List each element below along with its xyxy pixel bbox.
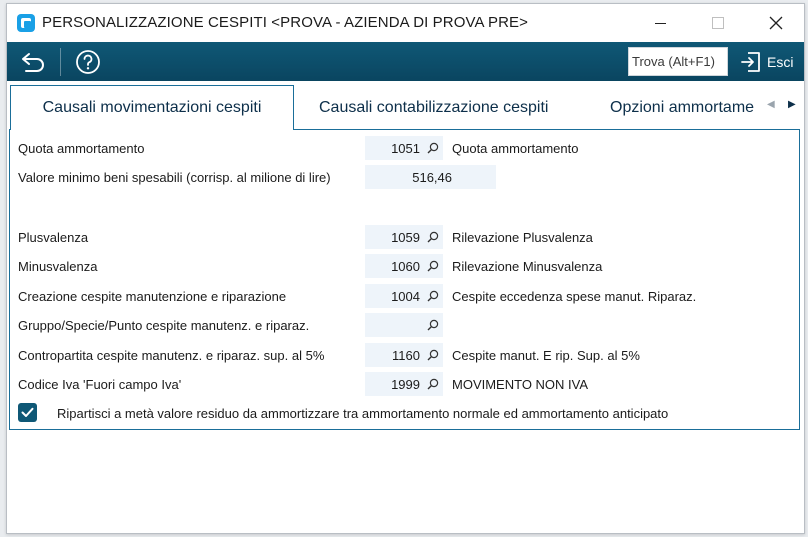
field-label: Creazione cespite manutenzione e riparazione <box>18 289 287 304</box>
split-residual-label: Ripartisci a metà valore residuo da ammortizzare tra ammortamento normale ed ammortamento anticipato <box>57 406 669 421</box>
toolbar-separator <box>60 48 61 76</box>
form-row <box>10 136 799 160</box>
form-row <box>10 313 799 337</box>
tab-opzioni-ammortamento[interactable]: Opzioni ammortame <box>610 98 755 116</box>
title-bar <box>7 4 804 42</box>
lookup-search-icon[interactable] <box>427 378 439 390</box>
field-label: Quota ammortamento <box>18 141 145 156</box>
code-field[interactable]: 1004 <box>365 284 443 308</box>
lookup-search-icon[interactable] <box>427 142 439 154</box>
back-button[interactable] <box>15 46 51 78</box>
lookup-search-icon[interactable] <box>427 319 439 331</box>
field-label: Minusvalenza <box>18 259 98 274</box>
code-field[interactable]: 1999 <box>365 372 443 396</box>
form-row <box>10 165 799 189</box>
minimize-button[interactable] <box>631 4 689 42</box>
field-description: Cespite eccedenza spese manut. Riparaz. <box>452 289 697 304</box>
maximize-button[interactable] <box>689 4 747 42</box>
tab-causali-movimentazioni[interactable]: Causali movimentazioni cespiti <box>10 85 294 130</box>
split-residual-checkbox[interactable] <box>18 403 37 422</box>
field-label: Gruppo/Specie/Punto cespite manutenz. e riparaz. <box>18 318 310 333</box>
field-label: Valore minimo beni spesabili (corrisp. al milione di lire) <box>18 170 331 185</box>
value-field[interactable]: 516,46 <box>365 165 496 189</box>
form-row <box>10 372 799 396</box>
toolbar <box>7 42 804 81</box>
exit-label: Esci <box>767 54 794 70</box>
code-field[interactable]: 1160 <box>365 343 443 367</box>
exit-button[interactable] <box>739 46 799 78</box>
form-row <box>10 254 799 278</box>
form-row <box>10 225 799 249</box>
help-button[interactable] <box>70 46 106 78</box>
form-row <box>10 284 799 308</box>
field-label: Codice Iva 'Fuori campo Iva' <box>18 377 182 392</box>
lookup-search-icon[interactable] <box>427 231 439 243</box>
field-description: Rilevazione Minusvalenza <box>452 259 603 274</box>
code-field[interactable]: 1059 <box>365 225 443 249</box>
close-button[interactable] <box>747 4 805 42</box>
minimize-icon <box>655 23 666 24</box>
close-icon <box>769 16 783 30</box>
code-field[interactable]: 1060 <box>365 254 443 278</box>
tab-bar <box>7 81 804 129</box>
field-description: Quota ammortamento <box>452 141 579 156</box>
form-panel <box>9 129 800 430</box>
tab-scroll-right-icon[interactable]: ▶ <box>788 99 796 110</box>
field-description: Cespite manut. E rip. Sup. al 5% <box>452 348 640 363</box>
search-input[interactable] <box>628 47 728 76</box>
code-field[interactable]: 1051 <box>365 136 443 160</box>
field-description: Rilevazione Plusvalenza <box>452 230 593 245</box>
field-label: Plusvalenza <box>18 230 89 245</box>
lookup-search-icon[interactable] <box>427 260 439 272</box>
field-description: MOVIMENTO NON IVA <box>452 377 589 392</box>
window-title: PERSONALIZZAZIONE CESPITI <PROVA - AZIENDA DI PROVA PRE> <box>42 14 529 31</box>
exit-icon <box>739 50 763 74</box>
maximize-icon <box>712 17 724 29</box>
lookup-search-icon[interactable] <box>427 290 439 302</box>
code-field[interactable] <box>365 313 443 337</box>
tab-scroll-left-icon[interactable]: ◀ <box>767 99 775 110</box>
help-icon <box>75 49 101 75</box>
field-label: Contropartita cespite manutenz. e riparaz. sup. al 5% <box>18 348 325 363</box>
checkmark-icon <box>21 407 34 418</box>
app-logo-icon <box>17 14 35 32</box>
lookup-search-icon[interactable] <box>427 349 439 361</box>
app-window <box>6 3 805 534</box>
form-row <box>10 343 799 367</box>
back-arrow-icon <box>20 51 46 73</box>
tab-causali-contabilizzazione[interactable]: Causali contabilizzazione cespiti <box>319 98 549 116</box>
